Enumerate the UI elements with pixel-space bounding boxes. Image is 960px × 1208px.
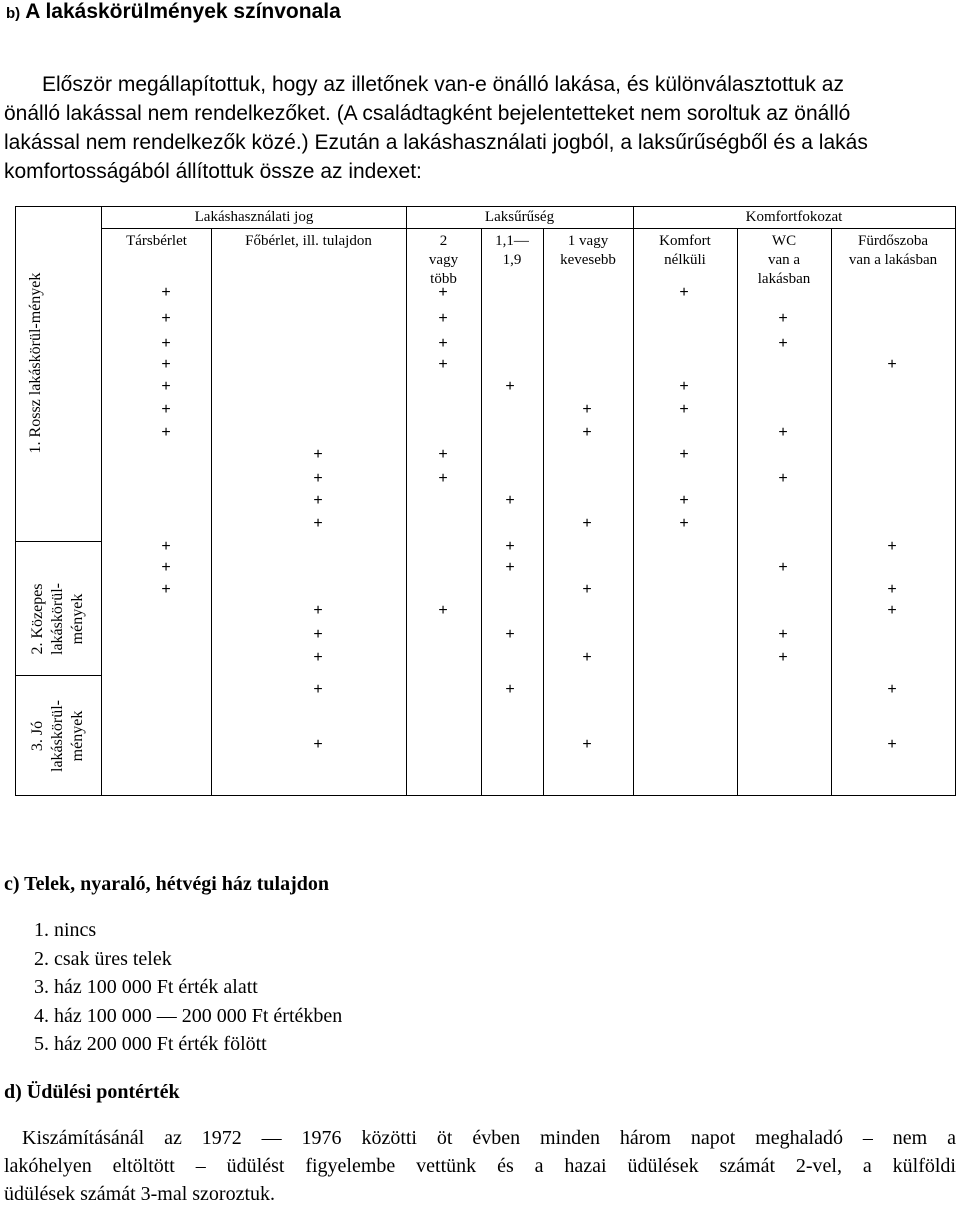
column-header-line: nélküli xyxy=(664,252,706,268)
plus-mark: + xyxy=(438,470,448,487)
plus-mark: + xyxy=(438,602,448,619)
plus-mark: + xyxy=(161,310,171,327)
plus-mark: + xyxy=(438,446,448,463)
plus-mark: + xyxy=(505,681,515,698)
column-header-line: lakásban xyxy=(757,271,811,287)
plus-mark: + xyxy=(313,681,323,698)
column-header-density-2 xyxy=(406,232,481,289)
category-label-line: 3. Jó xyxy=(29,720,46,752)
section-d-paragraph xyxy=(4,1124,956,1208)
section-b-letter: b) xyxy=(6,5,21,22)
column-header-line: WC xyxy=(771,233,797,249)
column-header-line: 1,9 xyxy=(502,252,522,268)
plus-mark: + xyxy=(778,559,788,576)
section-b-title: A lakáskörülmények színvonala xyxy=(25,0,341,23)
plus-mark: + xyxy=(887,356,897,373)
plus-mark: + xyxy=(778,470,788,487)
category-label-medium xyxy=(28,559,88,679)
list-item: 3. ház 100 000 Ft érték alatt xyxy=(34,976,258,998)
plus-mark: + xyxy=(778,310,788,327)
plus-mark: + xyxy=(161,356,171,373)
category-label-bad: 1. Rossz lakáskörül-mények xyxy=(27,272,44,454)
plus-mark: + xyxy=(313,736,323,753)
column-header-line: Komfort xyxy=(659,233,711,249)
plus-mark: + xyxy=(887,602,897,619)
plus-mark: + xyxy=(582,649,592,666)
plus-mark: + xyxy=(679,401,689,418)
plus-mark: + xyxy=(679,378,689,395)
column-divider xyxy=(406,207,407,795)
column-header-line: 2 xyxy=(439,233,448,249)
list-item: 2. csak üres telek xyxy=(34,947,172,970)
column-divider xyxy=(831,229,832,795)
plus-mark: + xyxy=(505,538,515,555)
column-header-line: 1,1— xyxy=(495,233,529,249)
column-header-line: Fürdőszoba xyxy=(858,233,928,249)
column-header-line: vagy xyxy=(428,252,459,268)
list-item: 4. ház 100 000 — 200 000 Ft értékben xyxy=(34,1004,343,1027)
category-label-line: lakáskörül- xyxy=(49,700,66,772)
list-item: 5. ház 200 000 Ft érték fölött xyxy=(34,1033,267,1055)
category-label-line: lakáskörül- xyxy=(49,583,66,655)
plus-mark: + xyxy=(161,581,171,598)
plus-mark: + xyxy=(887,736,897,753)
plus-mark: + xyxy=(313,515,323,532)
column-header-bathroom xyxy=(831,232,955,270)
category-label-line: mények xyxy=(69,710,86,762)
column-header-wc xyxy=(737,232,831,289)
housing-index-table xyxy=(15,206,956,796)
plus-mark: + xyxy=(679,492,689,509)
plus-mark: + xyxy=(313,649,323,666)
column-header-line: van a lakásban xyxy=(848,252,938,268)
plus-mark: + xyxy=(438,310,448,327)
plus-mark: + xyxy=(582,581,592,598)
plus-mark: + xyxy=(505,626,515,643)
paragraph-line: Kiszámításánál az 1972 — 1976 közötti öt évben minden három napot meghaladó – nem a xyxy=(22,1127,956,1149)
plus-mark: + xyxy=(313,626,323,643)
plus-mark: + xyxy=(161,559,171,576)
plus-mark: + xyxy=(313,470,323,487)
plus-mark: + xyxy=(582,401,592,418)
plus-mark: + xyxy=(438,356,448,373)
paragraph-line: lakással nem rendelkezők közé.) Ezután a lakáshasználati jogból, a laksűrűségből és a lakás xyxy=(4,131,868,154)
section-c-title: c) Telek, nyaraló, hétvégi ház tulajdon xyxy=(4,873,330,895)
group-header-density: Laksűrűség xyxy=(484,209,555,225)
plus-mark: + xyxy=(679,284,689,301)
column-divider xyxy=(543,229,544,795)
category-label-line: 2. Közepes xyxy=(29,583,46,655)
column-divider xyxy=(211,229,212,795)
plus-mark: + xyxy=(887,581,897,598)
plus-mark: + xyxy=(313,446,323,463)
plus-mark: + xyxy=(161,378,171,395)
column-header-no-comfort xyxy=(633,232,737,270)
section-b-heading xyxy=(6,0,341,24)
plus-mark: + xyxy=(582,515,592,532)
column-divider xyxy=(633,207,634,795)
paragraph-line: üdülések számát 3-mal szoroztuk. xyxy=(4,1183,276,1205)
plus-mark: + xyxy=(679,515,689,532)
plus-mark: + xyxy=(505,559,515,576)
plus-mark: + xyxy=(505,378,515,395)
category-divider-1 xyxy=(16,541,102,542)
column-header-line: kevesebb xyxy=(560,252,616,268)
plus-mark: + xyxy=(313,492,323,509)
plus-mark: + xyxy=(887,681,897,698)
plus-mark: + xyxy=(679,446,689,463)
category-label-line: mények xyxy=(69,593,86,645)
section-b-paragraph xyxy=(4,70,956,186)
group-header-divider xyxy=(102,228,955,229)
plus-mark: + xyxy=(438,284,448,301)
paragraph-line: komfortosságából állítottuk össze az indexet: xyxy=(4,160,422,183)
plus-mark: + xyxy=(161,424,171,441)
column-header-line: van a xyxy=(767,252,801,268)
column-header-main-lease: Főbérlet, ill. tulajdon xyxy=(245,233,372,249)
category-label-good xyxy=(28,684,88,788)
plus-mark: + xyxy=(582,736,592,753)
plus-mark: + xyxy=(313,602,323,619)
plus-mark: + xyxy=(778,626,788,643)
column-header-line: több xyxy=(430,271,457,287)
plus-mark: + xyxy=(778,424,788,441)
paragraph-line: lakóhelyen eltöltött – üdülést figyelembe vettünk és a hazai üdülések számát 2-vel, a külföldi xyxy=(4,1155,956,1177)
plus-mark: + xyxy=(161,538,171,555)
column-header-line: 1 vagy xyxy=(567,233,609,249)
column-divider xyxy=(481,229,482,795)
list-item: 1. nincs xyxy=(34,919,97,941)
plus-mark: + xyxy=(161,284,171,301)
column-header-sublease: Társbérlet xyxy=(126,233,187,249)
plus-mark: + xyxy=(505,492,515,509)
category-column-divider xyxy=(101,207,102,795)
column-header-density-1-1 xyxy=(481,232,543,270)
paragraph-line: Először megállapítottuk, hogy az illetőnek van-e önálló lakása, és különválasztottuk az xyxy=(42,73,844,96)
plus-mark: + xyxy=(582,424,592,441)
column-header-density-1 xyxy=(543,232,633,270)
plus-mark: + xyxy=(778,649,788,666)
group-header-usage-right: Lakáshasználati jog xyxy=(194,209,314,225)
plus-mark: + xyxy=(161,335,171,352)
column-divider xyxy=(737,229,738,795)
section-c-list xyxy=(34,916,342,1059)
plus-mark: + xyxy=(438,335,448,352)
group-header-comfort: Komfortfokozat xyxy=(745,209,843,225)
section-d-title: d) Üdülési pontérték xyxy=(4,1081,180,1103)
plus-mark: + xyxy=(161,401,171,418)
plus-mark: + xyxy=(887,538,897,555)
paragraph-line: önálló lakással nem rendelkezőket. (A családtagként bejelentetteket nem soroltuk az önálló xyxy=(4,102,851,125)
plus-mark: + xyxy=(778,335,788,352)
